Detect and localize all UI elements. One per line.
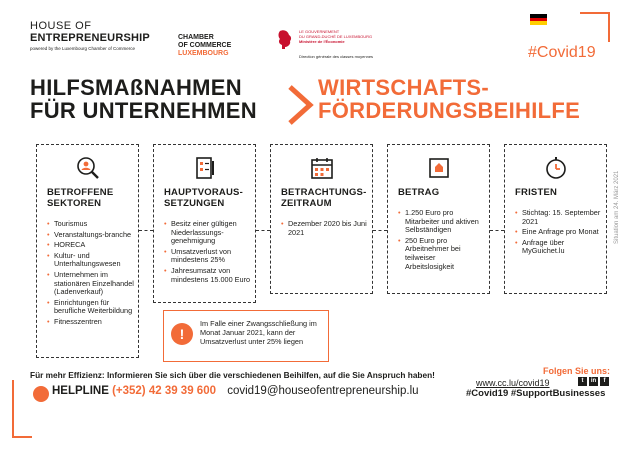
list-item: • Kultur- und Unterhaltungswesen bbox=[47, 252, 137, 269]
list-item: • Eine Anfrage pro Monat bbox=[515, 228, 603, 237]
list-item: • HORECA bbox=[47, 241, 137, 250]
facebook-icon[interactable]: f bbox=[600, 377, 609, 386]
corner-decoration bbox=[12, 380, 32, 438]
hoe-logo-line2: ENTREPRENEURSHIP bbox=[30, 32, 150, 44]
government-logo bbox=[276, 29, 386, 59]
list-item: • Veranstaltungs-branche bbox=[47, 231, 137, 240]
closure-note-box bbox=[163, 310, 329, 362]
list-item: • Anfrage über MyGuichet.lu bbox=[515, 239, 603, 256]
list-item: • Umsatzverlust von mindestens 25% bbox=[164, 248, 256, 265]
coc-logo-line1: CHAMBER bbox=[178, 34, 214, 41]
box-heading-line: ZEITRAUM bbox=[281, 198, 332, 209]
box-heading-line: BETRACHTUNGS- bbox=[281, 187, 367, 198]
coc-logo-line3: LUXEMBOURG bbox=[178, 50, 229, 57]
connector-line bbox=[256, 230, 270, 231]
list-item: • Dezember 2020 bis Juni 2021 bbox=[281, 220, 369, 237]
list-item: • Fitnesszentren bbox=[47, 318, 137, 327]
linkedin-icon[interactable]: in bbox=[590, 378, 597, 384]
list-item: • Tourismus bbox=[47, 220, 137, 229]
box-heading-line: SEKTOREN bbox=[47, 198, 102, 209]
corner-decoration bbox=[580, 12, 610, 42]
connector-line bbox=[373, 230, 387, 231]
gov-logo-line2: DU GRAND-DUCHÉ DE LUXEMBOURG bbox=[299, 34, 373, 39]
website-link[interactable]: www.cc.lu/covid19 bbox=[476, 378, 550, 388]
main-requirements-box bbox=[153, 144, 256, 303]
chamber-of-commerce-logo bbox=[178, 34, 248, 58]
checklist-pencil-icon bbox=[192, 155, 218, 181]
twitter-icon[interactable]: t bbox=[578, 377, 587, 386]
deadlines-box bbox=[504, 144, 607, 294]
gov-logo-line4: Direction générale des classes moyennes bbox=[299, 54, 374, 59]
coc-logo-line2: OF COMMERCE bbox=[178, 42, 232, 49]
email-link[interactable]: covid19@houseofentrepreneurship.lu bbox=[227, 385, 419, 397]
list-item: • Besitz einer gültigen Niederlassungs-genehmigung bbox=[164, 220, 256, 246]
box-heading-line: BETRAG bbox=[398, 187, 440, 198]
affected-sectors-box bbox=[36, 144, 139, 358]
gov-logo-line3: Ministère de l'Économie bbox=[299, 39, 345, 44]
list-item: • Jahresumsatz von mindestens 15.000 Euro bbox=[164, 267, 256, 284]
page-subtitle bbox=[318, 76, 580, 122]
subtitle-line1: WIRTSCHAFTS- bbox=[318, 75, 490, 100]
helpline-label: HELPLINE bbox=[52, 385, 109, 397]
phone-icon bbox=[33, 386, 49, 402]
calendar-icon bbox=[309, 155, 335, 181]
house-of-entrepreneurship-logo bbox=[30, 20, 160, 52]
lion-icon bbox=[276, 29, 294, 49]
box-heading-line: SETZUNGEN bbox=[164, 198, 225, 209]
hoe-logo-line1: HOUSE OF bbox=[30, 20, 92, 32]
covid-hashtag: #Covid19 bbox=[528, 44, 596, 61]
title-line2: FÜR UNTERNEHMEN bbox=[30, 98, 257, 123]
amount-box bbox=[387, 144, 490, 294]
magnifier-person-icon bbox=[75, 155, 101, 181]
page-title bbox=[30, 76, 257, 122]
box-heading-line: HAUPTVORAUS- bbox=[164, 187, 243, 198]
list-item: • Unternehmen im stationären Einzelhandel (Ladenverkauf) bbox=[47, 271, 137, 297]
follow-us-label: Folgen Sie uns: bbox=[542, 366, 610, 376]
subtitle-line2: FÖRDERUNGSBEIHILFE bbox=[318, 98, 581, 123]
list-item: • 250 Euro pro Arbeitnehmer bei teilweiser Arbeitslosigkeit bbox=[398, 237, 486, 271]
list-item: • Stichtag: 15. September 2021 bbox=[515, 209, 603, 226]
efficiency-note: Für mehr Effizienz: Informieren Sie sich über die verschiedenen Beihilfen, auf die Sie Anspruch haben! bbox=[30, 370, 435, 380]
money-envelope-icon bbox=[426, 155, 452, 181]
title-line1: HILFSMAßNAHMEN bbox=[30, 75, 242, 100]
helpline bbox=[52, 385, 419, 397]
gov-logo-line1: LE GOUVERNEMENT bbox=[299, 29, 340, 34]
situation-date: Situation am 24. März 2021 bbox=[614, 170, 620, 244]
exclamation-icon: ! bbox=[171, 323, 193, 345]
stopwatch-icon bbox=[543, 155, 569, 181]
connector-line bbox=[139, 230, 153, 231]
list-item: • 1.250 Euro pro Mitarbeiter und aktiven Selbständigen bbox=[398, 209, 486, 235]
social-links bbox=[578, 377, 609, 386]
reference-period-box bbox=[270, 144, 373, 294]
helpline-number[interactable]: (+352) 42 39 39 600 bbox=[112, 385, 216, 397]
connector-line bbox=[490, 230, 504, 231]
german-flag-icon[interactable] bbox=[530, 14, 547, 25]
footer-hashtags: #Covid19 #SupportBusinesses bbox=[466, 388, 606, 399]
closure-note-text: Im Falle einer Zwangsschließung im Monat Januar 2021, kann der Umsatzverlust unter 25% liegen bbox=[200, 319, 317, 346]
hoe-logo-line3: powered by the Luxembourg Chamber of Commerce bbox=[30, 46, 136, 51]
box-heading-line: BETROFFENE bbox=[47, 187, 114, 198]
list-item: • Einrichtungen für berufliche Weiterbildung bbox=[47, 299, 137, 316]
box-heading-line: FRISTEN bbox=[515, 187, 558, 198]
